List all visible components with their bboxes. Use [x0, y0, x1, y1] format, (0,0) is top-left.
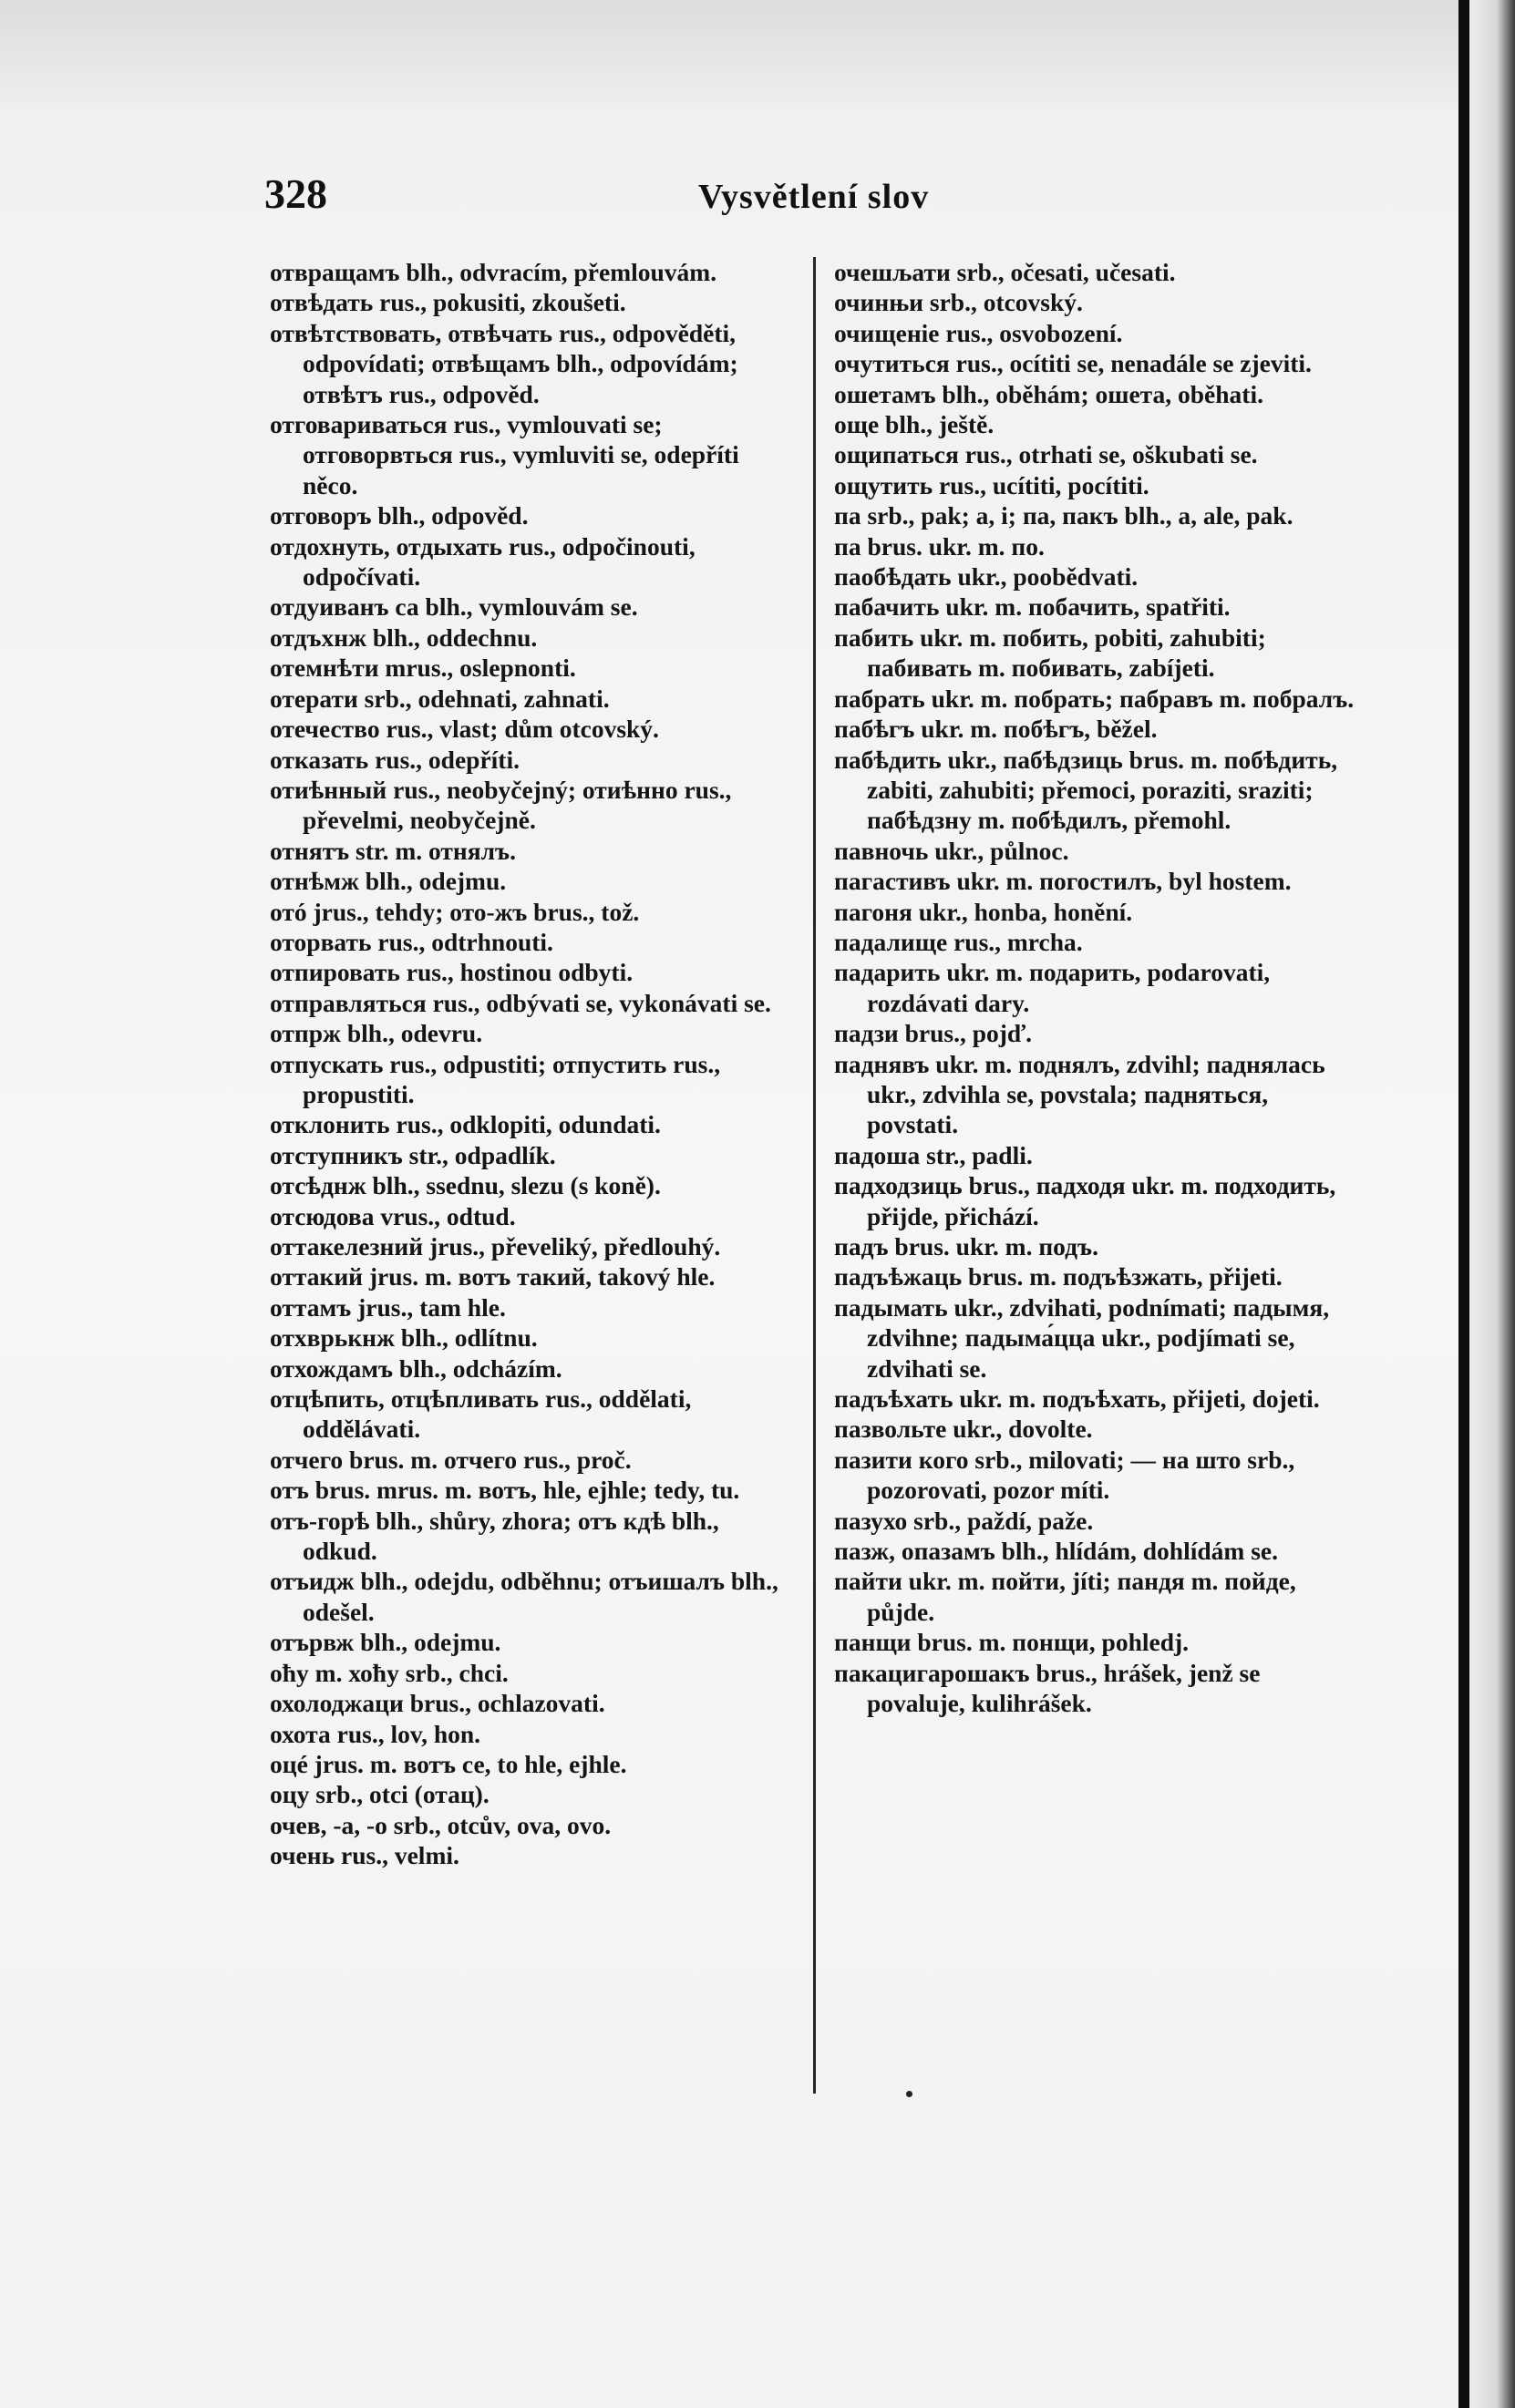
dictionary-entry: оттамъ jrus., tam hle. — [270, 1292, 506, 1322]
running-head: Vysvětlení slov — [698, 178, 930, 216]
dictionary-entry: отсѣднж blh., ssednu, slezu (s koně). — [270, 1171, 661, 1200]
dictionary-entry: падъѣхать ukr. m. подъѣхать, přijeti, dojeti. — [834, 1384, 1320, 1414]
page-header — [264, 170, 1331, 224]
dictionary-entry: оторвать rus., odtrhnouti. — [270, 927, 553, 956]
column-divider — [813, 257, 816, 2094]
dictionary-entry: отечество rus., vlast; dům otcovský. — [270, 715, 659, 744]
dictionary-entry: пазвольте ukr., dovolte. — [834, 1415, 1093, 1444]
dictionary-entry: оттакий jrus. m. вотъ такий, takový hle. — [270, 1262, 716, 1291]
dictionary-entry: падзи brus., pojď. — [834, 1019, 1032, 1048]
dictionary-entry: падъѣжаць brus. m. подъѣзжать, přijeti. — [834, 1262, 1283, 1291]
dictionary-entry: пакацигарошакъ brus., hrášek, jenž se povaluje, kulihrášek. — [834, 1658, 1261, 1718]
dictionary-entry: падымать ukr., zdvihati, podnímati; падымя, zdvihne; падыма́цца ukr., podjímati se, zdvihati se. — [834, 1292, 1330, 1383]
page-number: 328 — [264, 170, 327, 217]
dictionary-entry: отъ-горѣ blh., shůry, zhora; отъ кдѣ blh., odkud. — [270, 1506, 719, 1566]
dictionary-entry: пабачить ukr. m. побачить, spatřiti. — [834, 592, 1231, 622]
dictionary-entry: отступникъ str., odpadlík. — [270, 1140, 556, 1169]
dictionary-entry: ощипаться rus., otrhati se, oškubati se. — [834, 440, 1258, 469]
dictionary-entry: отнѣмж blh., odejmu. — [270, 867, 507, 896]
dictionary-entry: отемнѣти mrus., oslepnonti. — [270, 653, 576, 683]
dictionary-entry: отхождамъ blh., odcházím. — [270, 1353, 562, 1383]
dictionary-entry: отхврькнж blh., odlítnu. — [270, 1323, 538, 1353]
dictionary-entry: па srb., pak; a, i; па, пакъ blh., a, ale, pak. — [834, 501, 1293, 530]
dictionary-entry: отнятъ str. m. отнялъ. — [270, 836, 516, 865]
facing-page-edge — [1469, 0, 1515, 2408]
dictionary-entry: пагоня ukr., honba, honění. — [834, 897, 1133, 926]
dictionary-entry: падходзиць brus., падходя ukr. m. подходить, přijde, přichází. — [834, 1171, 1336, 1230]
dictionary-entry: отправляться rus., odbývati se, vykonávati se. — [270, 988, 771, 1017]
dictionary-entry: отсюдова vrus., odtud. — [270, 1201, 516, 1230]
dictionary-entry: паобѣдать ukr., poobědvati. — [834, 562, 1139, 592]
dictionary-entry: очешљати srb., očesati, učesati. — [834, 258, 1176, 286]
dictionary-entry: охота rus., lov, hon. — [270, 1719, 481, 1748]
book-gutter — [1458, 0, 1469, 2408]
dictionary-entry: отговоръ blh., odpověd. — [270, 501, 529, 530]
dictionary-entry: паднявъ ukr. m. поднялъ, zdvihl; паднялась ukr., zdvihla se, povstala; падняться, povstati. — [834, 1049, 1325, 1139]
left-column — [270, 257, 799, 1871]
dictionary-entry: отó jrus., tehdy; ото-жъ brus., tož. — [270, 897, 640, 926]
dictionary-entry: пабрать ukr. m. побрать; пабравъ m. побралъ. — [834, 684, 1355, 713]
dictionary-entry: очищеніе rus., osvobození. — [834, 318, 1123, 347]
dictionary-entry: оттакелезний jrus., převeliký, předlouhý. — [270, 1232, 721, 1261]
dictionary-entry: отвѣтствовать, отвѣчать rus., odpověděti, odpovídati; отвѣщамъ blh., odpovídám; отвѣтъ rus., odpověd. — [270, 318, 738, 408]
dictionary-entry: отдъхнж blh., oddechnu. — [270, 623, 538, 652]
dictionary-entry: очинњи srb., otcovský. — [834, 288, 1083, 317]
dictionary-entry: охолоджаци brus., ochlazovati. — [270, 1689, 605, 1718]
right-column — [834, 257, 1363, 1719]
dictionary-entry: павночь ukr., půlnoc. — [834, 836, 1069, 865]
dictionary-entry: отпускать rus., odpustiti; отпустить rus., propustiti. — [270, 1049, 721, 1108]
dictionary-entry: пабѣгъ ukr. m. побѣгъ, běžel. — [834, 715, 1158, 744]
dictionary-entry: отпировать rus., hostinou odbyti. — [270, 958, 634, 987]
dictionary-entry: оцé jrus. m. вотъ се, to hle, ejhle. — [270, 1749, 627, 1778]
dictionary-entry: отвѣдать rus., pokusiti, zkoušeti. — [270, 288, 626, 317]
dictionary-entry: отерати srb., odehnati, zahnati. — [270, 684, 610, 713]
dictionary-entry: отцѣпить, отцѣпливать rus., oddělati, oddělávati. — [270, 1384, 692, 1444]
dictionary-entry: отдохнуть, отдыхать rus., odpočinouti, odpočívati. — [270, 531, 696, 592]
dictionary-entry: отиѣнный rus., neobyčejný; отиѣнно rus., převelmi, neobyčejně. — [270, 775, 732, 835]
dictionary-entry: отървж blh., odejmu. — [270, 1628, 501, 1657]
dictionary-entry: падоша str., padli. — [834, 1140, 1033, 1169]
dictionary-entry: отъидж blh., odejdu, odběhnu; отъишалъ blh., odešel. — [270, 1567, 778, 1626]
dictionary-entry: падалище rus., mrcha. — [834, 927, 1083, 956]
dictionary-entry: пагастивъ ukr. m. погостилъ, byl hostem. — [834, 867, 1292, 896]
dictionary-entry: пабѣдить ukr., пабѣдзиць brus. m. побѣдить, zabiti, zahubiti; přemoci, poraziti, sraziti; пабѣдзну m. побѣдилъ, přemohl. — [834, 745, 1338, 835]
dictionary-entry: отпрж blh., odevru. — [270, 1019, 483, 1048]
dictionary-entry: отказать rus., odepříti. — [270, 745, 520, 774]
dictionary-entry: очев, -а, -о srb., otcův, ova, ovo. — [270, 1810, 612, 1839]
dictionary-entry: па brus. ukr. m. по. — [834, 531, 1045, 561]
dictionary-entry: ошетамъ blh., oběhám; ошета, oběhati. — [834, 379, 1263, 408]
dictionary-entry: панщи brus. m. понщи, pohledj. — [834, 1628, 1190, 1657]
dictionary-entry: очутиться rus., ocítiti se, nenadále se zjeviti. — [834, 349, 1312, 378]
dictionary-entry: падарить ukr. m. подарить, podarovati, rozdávati dary. — [834, 958, 1271, 1017]
dictionary-entry: отъ brus. mrus. m. вотъ, hle, ejhle; tedy, tu. — [270, 1476, 740, 1505]
dictionary-entry: пайти ukr. m. пойти, jíti; пандя m. пойде, půjde. — [834, 1567, 1296, 1626]
dictionary-entry: пазухо srb., paždí, paže. — [834, 1506, 1094, 1535]
dictionary-entry: отклонить rus., odklopiti, odundati. — [270, 1110, 661, 1139]
dictionary-entry: отговариваться rus., vymlouvati se; отговорвться rus., vymluviti se, odepříti něco. — [270, 410, 739, 499]
dictionary-entry: пазж, опазамъ blh., hlídám, dohlídám se. — [834, 1537, 1278, 1566]
dictionary-entry: пазити кого srb., milovati; — на што srb., pozorovati, pozor míti. — [834, 1445, 1295, 1505]
dictionary-entry: падъ brus. ukr. m. подъ. — [834, 1232, 1098, 1261]
dictionary-entry: още blh., ještě. — [834, 410, 995, 439]
ink-dot — [906, 2091, 912, 2097]
dictionary-entry: очень rus., velmi. — [270, 1841, 459, 1870]
dictionary-entry: пабить ukr. m. побить, pobiti, zahubiti; пабивать m. побивать, zabíjeti. — [834, 623, 1266, 683]
dictionary-entry: отвращамъ blh., odvracím, přemlouvám. — [270, 258, 717, 286]
dictionary-entry: ощутить rus., ucítiti, pocítiti. — [834, 470, 1149, 499]
dictionary-entry: оцу srb., otci (отац). — [270, 1780, 490, 1809]
dictionary-entry: отдуиванъ са blh., vymlouvám se. — [270, 592, 638, 622]
dictionary-entry: оћу m. хоћу srb., chci. — [270, 1658, 509, 1687]
dictionary-entry: отчего brus. m. отчего rus., proč. — [270, 1445, 632, 1474]
